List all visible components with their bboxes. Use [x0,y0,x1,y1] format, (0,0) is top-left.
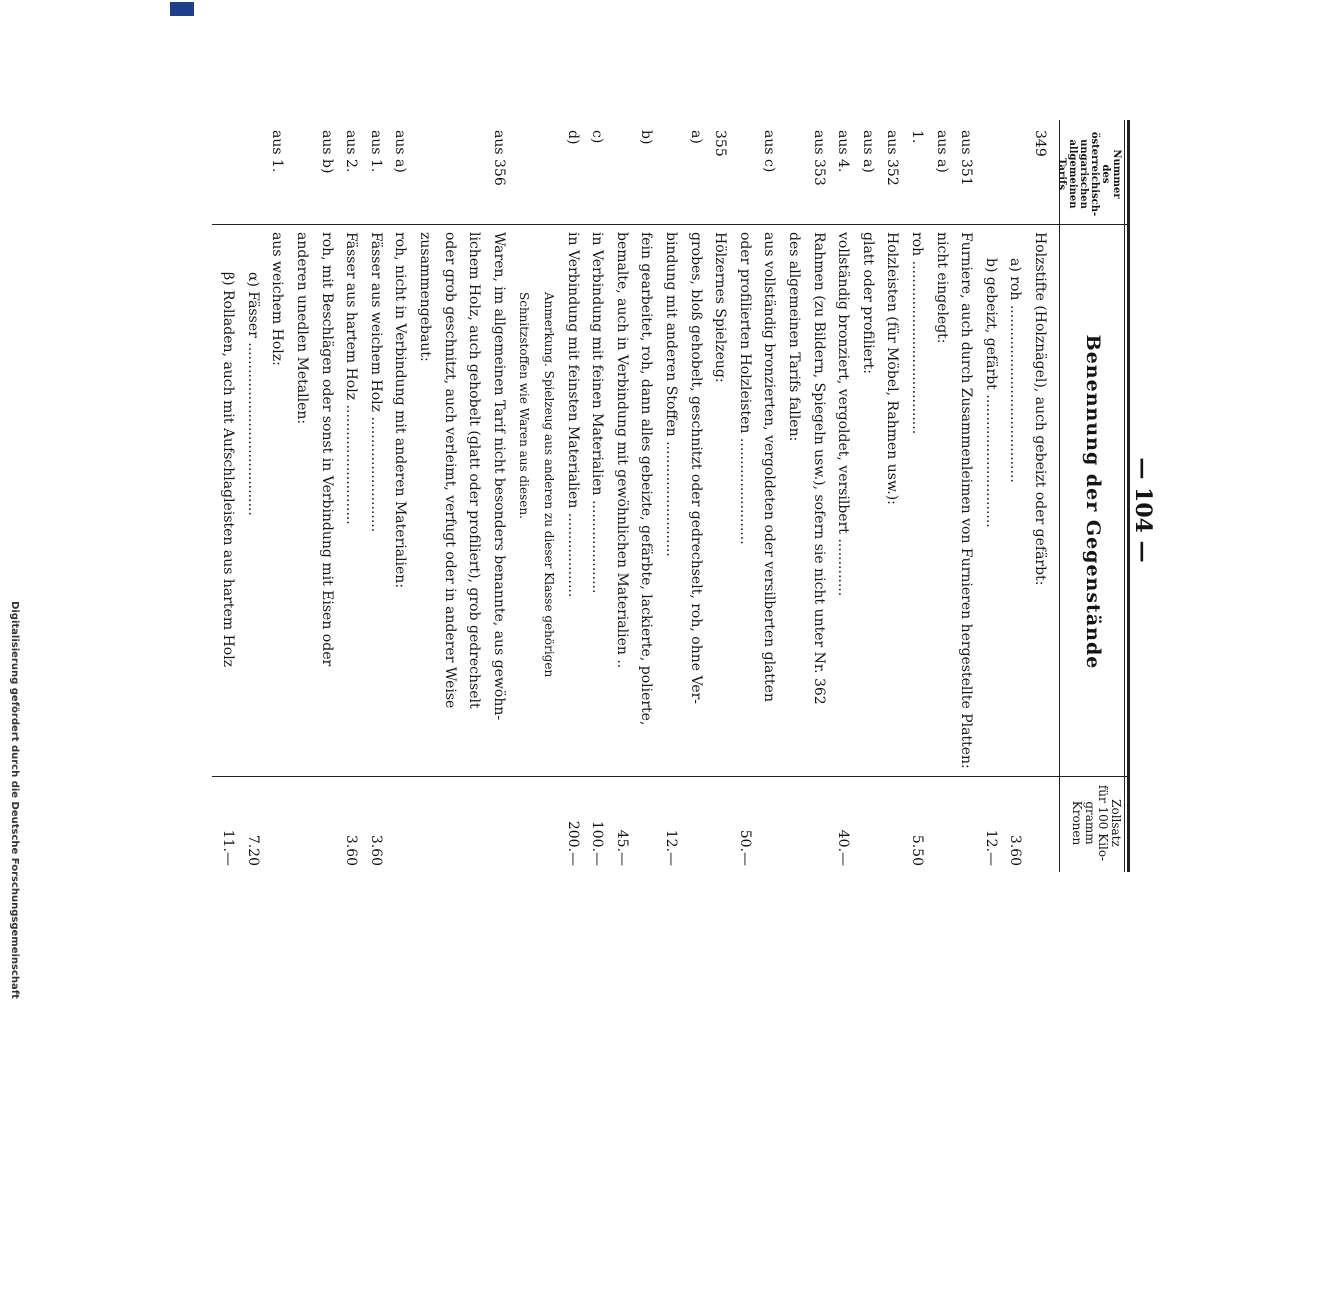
tariff-number: 355 [712,130,729,157]
item-description: fein gearbeitet, roh, dann alles gebeizte, gefärbte, lackierte, polierte, [638,232,655,726]
tariff-number: aus 2. [343,130,360,173]
tariff-number: aus 1. [367,130,384,173]
item-description: grobes, bloß gehobelt, geschnitzt oder gedrechselt, roh, ohne Ver- [687,232,704,704]
item-description: aus vollständig bronzierten, vergoldeten oder versilberten glatten [761,232,778,702]
item-description: zusammengebaut: [417,232,433,362]
header-number-line: ungarischen [1078,139,1089,209]
dfg-logo [170,2,194,16]
item-description: roh, mit Beschlägen oder sonst in Verbindung mit Eisen oder [318,232,335,667]
duty-rate: 3.60 [343,834,360,866]
tariff-number: aus a) [859,130,876,173]
page-number: — 104 — [1130,457,1156,563]
duty-rate: 12.— [663,829,679,866]
item-description: Holzleisten (für Möbel, Rahmen usw.): [884,232,901,505]
duty-rate: 200.— [564,820,581,866]
note-text: Schnitzstoffen wie Waren aus diesen. [517,292,532,519]
item-description: oder grob geschnitzt, auch verleimt, verfugt oder in anderer Weise [441,232,458,709]
item-description: in Verbindung mit feinen Materialien ..................... [589,232,606,594]
item-description: Rahmen (zu Bildern, Spiegeln usw.), sofern sie nicht unter Nr. 362 [810,232,827,705]
item-description: Fässer aus weichem Holz .......................... [367,232,384,533]
tariff-number: 1. [909,130,925,144]
item-description: glatt oder profiliert: [859,232,876,375]
tariff-number: aus a) [933,130,950,173]
tariff-number: 349 [1032,130,1048,157]
tariff-number: c) [589,130,606,144]
item-description: Holzstifte (Holznägel), auch gebeizt oder gefärbt: [1032,232,1048,586]
item-description: Furniere, auch durch Zusammenleimen von Furnieren hergestellte Platten: [958,232,975,769]
tariff-number: aus 4. [835,130,852,173]
item-description: Hölzernes Spielzeug: [712,232,729,383]
header-number-column [1056,130,1122,218]
duty-rate: 3.60 [367,834,384,866]
duty-rate: 50.— [736,829,753,866]
item-description: oder profilierten Holzleisten ........................ [736,232,753,545]
duty-rate: 100.— [589,820,606,866]
header-number-line: allgemeinen [1067,139,1078,209]
tariff-number: aus c) [761,130,778,173]
item-description: in Verbindung mit feinsten Materialien ................... [564,232,581,598]
duty-rate: 45.— [613,829,630,866]
header-number-line: des österreichisch- [1089,131,1111,217]
item-description: des allgemeinen Tarifs fallen: [786,232,802,442]
duty-rate: 11.— [220,829,237,866]
tariff-number: aus a) [392,130,409,173]
header-top-rule-thin [1124,120,1125,872]
tariff-number: aus 353 [810,130,827,186]
tariff-number: aus 352 [884,130,901,186]
item-description: roh ....................................... [909,232,925,435]
header-rate-line: Zollsatz [1109,799,1123,847]
item-description: lichem Holz, auch gehobelt (glatt oder profiliert), grob gedrechselt [466,232,483,709]
header-rate-line: Kronen [1070,800,1084,846]
item-description: bindung mit anderen Stoffen .......................... [663,232,679,557]
item-description: aus weichem Holz: [269,232,286,366]
header-bottom-rule [1059,120,1060,872]
digitization-footer: Digitalisierung gefördert durch die Deutsche Forschungsgemeinschaft [9,601,20,999]
duty-rate: 3.60 [1007,834,1024,866]
header-number-line: Nummer [1111,149,1122,199]
item-description: roh, nicht in Verbindung mit anderen Materialien: [392,232,409,589]
tariff-number: aus 356 [490,130,507,186]
tariff-number: a) [687,130,704,144]
item-description: b) gebeizt, gefärbt .............................. [982,258,999,528]
item-description: vollständig bronziert, vergoldet, versilbert ............. [835,232,852,597]
duty-rate: 5.50 [909,834,925,866]
item-description: Waren, im allgemeinen Tarif nicht besonders benannte, aus gewöhn- [490,232,507,721]
header-rate-line: für 100 Kilo- [1096,784,1110,862]
header-rate-line: gramm [1083,801,1097,845]
header-name-column: Benennung der Gegenstände [1082,334,1104,670]
tariff-number: d) [564,130,581,145]
item-description: α) Fässer ....................................... [244,272,261,516]
tariff-number: aus 351 [958,130,975,186]
duty-rate: 12.— [982,829,999,866]
header-rate-column [1070,778,1122,868]
item-description: bemalte, auch in Verbindung mit gewöhnlichen Materialien .. [613,232,630,669]
item-description: nicht eingelegt: [933,232,950,344]
header-number-line: Tarifs [1056,158,1067,190]
item-description: β) Rolladen, auch mit Aufschlagleisten aus hartem Holz [220,272,237,668]
item-description: a) roh ........................................ [1007,258,1024,483]
duty-rate: 40.— [835,829,852,866]
note-text: Anmerkung. Spielzeug aus anderen zu dieser Klasse gehörigen [542,292,556,678]
item-description: Fässer aus hartem Holz ........................... [343,232,360,525]
tariff-number: aus b) [318,130,335,174]
tariff-number: aus 1. [269,130,286,173]
duty-rate: 7.20 [244,834,261,866]
item-description: anderen unedlen Metallen: [294,232,310,425]
header-top-double-rule [1127,120,1130,872]
tariff-number: b) [638,130,655,145]
